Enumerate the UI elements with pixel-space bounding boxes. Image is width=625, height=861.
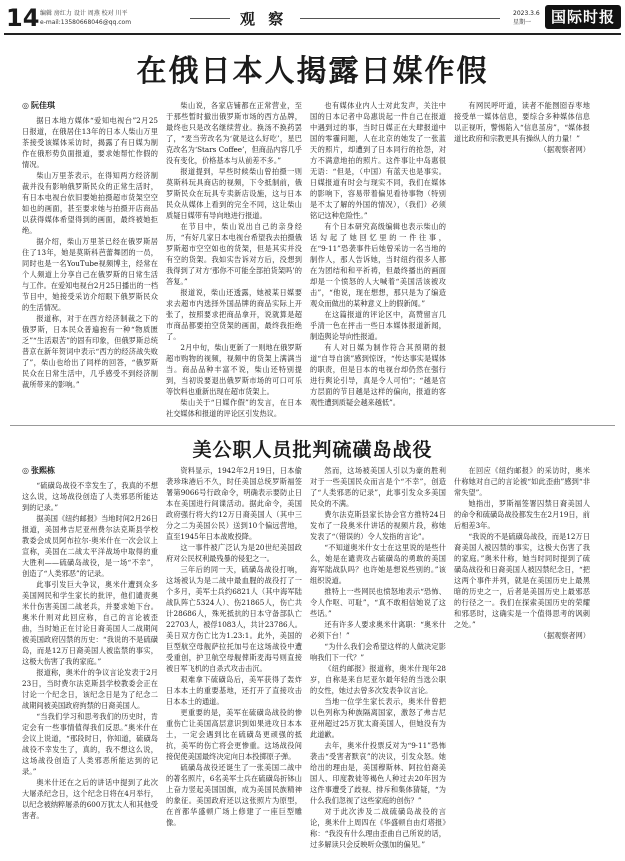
- paragraph: 柴山说，各家店铺都在正常营业，至于那些暂时撤出俄罗斯市场的西方品牌，最终也只是改名继续营业。换汤不换药罢了，“麦当劳改名为‘就是这么好吃’，星巴克改名为‘Stars Coffee’，但商品内容几乎没有变化，价格基本与从前差不多。”: [166, 101, 302, 165]
- paragraph: 推特上一些网民也愤怒地表示“恐怖、令人作呕、可耻”，“真不敢相信她说了这些话。”: [310, 587, 446, 618]
- paragraph: 柴山万里茶表示，在得知两方经济制裁并没有影响俄罗斯民众的正常生活时，有日本电视台依旧要她拍摄超市货架空空如也的画面，甚至要求她与拍摄开店商品以获得媒体希望得到的画面，最终被她拒绝。: [22, 171, 158, 235]
- paragraph: 据日本地方媒体“爱知电视台”2月25日报道，在俄居住13年的日本人柴山万里茶接受该媒体采访时，揭露了有日媒为制作在俄形势负面报道，要求她帮忙作假的情况。: [22, 116, 158, 169]
- paragraph: 艰难拿下硫磺岛后，美军获得了轰炸日本本土的重要基地，还打开了直接攻击日本本土的通道。: [166, 675, 302, 706]
- paragraph: 有人对日媒为制作符合其预期的报道“自导自演”感到惊讶，“传达事实是媒体的职责，但是日本的电视台却仍然在强行进行舆论引导，真是令人可怕”；“越是官方层面的节目越是这样的偏向，报道的客观性遭到质疑会越来越低”。: [310, 343, 446, 407]
- paragraph: 硫磺岛战役还诞生了一张美国二战中的著名照片，6名美军士兵在硫磺岛折钵山上奋力竖起美国国旗，成为美国民族精神的象征。美国政府还以这张照片为原型，在首都华盛顿广场上修建了一座巨型雕像。: [166, 763, 302, 827]
- paragraph: 有网民呼吁道，读者不能囫囵吞枣地接受单一媒体信息，要综合多种媒体信息以正视听，警惕陷入“信息茧房”，“媒体报道比政府和宗教更具有操纵人的力量！”: [454, 101, 590, 143]
- article-1-column-1: [22, 100, 158, 418]
- byline: [22, 465, 158, 476]
- headline-article-1: 在俄日本人揭露日媒作假: [136, 54, 489, 89]
- article-2-body: [22, 465, 590, 857]
- paragraph: 报道称，奥米什的争议言论发表于2月23日，当时费尔法克斯县学校教委会正在讨论一个纪念日，该纪念日是为了纪念二战期间被美国政府拘禁的日裔美国人。: [22, 668, 158, 710]
- paragraph: 《纽约邮报》报道称，奥米什现年28岁，自称是来自尼亚尔最年轻的当选公职的女性，她过去曾多次发表争议言论。: [310, 664, 446, 695]
- paragraph: “不知道奥米什女士在这里说的是些什么，她是在谴责攻占硫磺岛的勇敢的美国海军陆战队吗？也许她是想说些别的。”该组织说道。: [310, 543, 446, 585]
- editor-info: [40, 9, 131, 27]
- paragraph: 在这篇报道的评论区中，高赞留言几乎清一色在抨击一些日本媒体报道新闻，制造舆论导向性报道。: [310, 310, 446, 341]
- date-text: 2023.3.6: [513, 10, 540, 17]
- paragraph: 报道提到，早些时候柴山曾拍摄一则莫斯科玩具商店的视频，下令抵制前，俄罗斯民众在玩具专卖新店设施，这与日本民众从媒体上看到的完全不同，这让柴山质疑日媒带有导向地进行报道。: [166, 167, 302, 220]
- weekday-text: 星期一: [513, 19, 532, 26]
- paragraph: 据美国《纽约邮报》当地时间2月26日报道，美国弗吉尼亚州费尔法克斯县学校教委会成员阿布拉尔·奥米什在一次会议上宣称，美国在二战太平洋战场中取得的重大胜利——硫磺岛战役，是一场“不幸”，创造了“人类邪恶”的记录。: [22, 514, 158, 578]
- paragraph: 据介绍，柴山万里茶已经在俄罗斯居住了13年，她是莫斯科芭蕾舞团的一员，同时也是一名YouTube视频博主，经常在个人频道上分享自己在俄罗斯的日常生活与工作。在爱知电视台2月25日播出的一档节目中，她接受采访介绍眼下俄罗斯民众的生活情况。: [22, 237, 158, 312]
- article-1-column-3: [310, 100, 446, 418]
- header-rule: [4, 33, 621, 35]
- paragraph: 费尔法克斯县家长协会官方推特24日发布了一段奥米什讲话的视频片段，称她发表了“（错误的）令人发指的言论”。: [310, 510, 446, 541]
- paragraph: 此事引发巨大争议，奥米什遭到众多美国网民和学生家长的批评，他们谴责奥米什伤害美国二战老兵，并要求她下台。奥米什则对此回应称，自己的言论被歪曲，当时她正在讨论日裔美国人二战期间被美国政府囚禁的历史：“我说的不是硫磺岛，而是12万日裔美国人被监禁的事实，这极大伤害了我的家庭。”: [22, 580, 158, 666]
- paragraph: 然而，这场被美国人引以为豪的胜利对于一些美国民众而言是个“不幸”，创造了“人类邪恶的记录”，此事引发众多美国民众的不满。: [310, 466, 446, 508]
- paragraph: 三年后的同一天，硫磺岛战役打响，这场被认为是二战中最血腥的战役打了一个多月，美军士兵约6821人（其中海军陆战队阵亡5324人）、伤21865人，伤亡共计28686人，殊死抵抗的日本守备部队亡22703人，被俘1083人，共计23786人。美日双方伤亡比为1.23:1。此外，美国的巨型航空母舰萨拉托加号在这场战役中遭受重创，护卫航空母舰俾斯麦海号则直接被日军飞机的自杀式攻击击沉。: [166, 565, 302, 673]
- article-2-column-4: [454, 465, 590, 857]
- author-pin-icon: ◎: [22, 466, 29, 475]
- paragraph: 在回应《纽约邮报》的采访时，奥米什称她对自己的言论被“如此歪曲”感到“非常失望”。: [454, 466, 590, 497]
- paragraph: 这一事件被广泛认为是20世纪美国政府对公民权利最残暴的侵犯之一。: [166, 543, 302, 563]
- paragraph: 更重要的是，美军在硫磺岛战役的惨重伤亡让美国高层意识到如果进攻日本本土，一定会遇到比在硫磺岛更顽强的抵抗，美军的伤亡将会更惨重。这场战役间接促使美国最终决定向日本投掷原子弹。: [166, 708, 302, 761]
- article-signature: （据观察者网）: [539, 631, 590, 640]
- article-1-column-4: [454, 100, 590, 418]
- page-number: 14: [6, 4, 40, 32]
- paragraph: 报道说，柴山还透露，她被某日媒要求去超市内选择外国品牌的商品实际上开张了，按照要求把商品拿开，说就算是超市商品都要拍空货架的画面，最终我拒绝了。: [166, 288, 302, 341]
- editor-credits: 编辑 房红力 设计 周燕 校对 川平: [40, 10, 128, 17]
- section-title: 观 察: [240, 10, 288, 28]
- paragraph: 报道称，对于在西方经济制裁之下的俄罗斯，日本民众普遍抱有一种“物质匮乏”“生活艰苦”的固有印象，但俄罗斯总统普京在新年贺词中表示“西方的经济战失败了”，柴山也给出了同样的回答，“俄罗斯民众在日常生活中，几乎感受不到经济制裁所带来的影响。”: [22, 314, 158, 389]
- author-pin-icon: ◎: [22, 101, 29, 110]
- issue-date: [513, 9, 540, 27]
- paragraph: “硫磺岛战役不幸发生了，我真的不想这么说，这场战役创造了人类邪恶所能达到的记录。”: [22, 481, 158, 512]
- byline: [22, 100, 158, 111]
- newspaper-logo: 国际时报: [545, 5, 621, 29]
- paragraph: 奥米什还在之后的讲话中提到了此次大屠杀纪念日，这个纪念日将在4月举行，以纪念被纳粹屠杀的600万犹太人和其他受害者。: [22, 778, 158, 820]
- paragraph: “为什么我们会希望这样的人做决定影响我们下一代？”: [310, 642, 446, 662]
- paragraph: “当我们学习和思考我们的历史时，肯定会有一些事情值得我们反思。”奥米什在会议上说道，“那段时日，你知道，硫磺岛战役不幸发生了，真的，我不想这么说，这场战役创造了人类邪恶所能达到的记录。”: [22, 712, 158, 776]
- article-signature: （据观察者网）: [539, 145, 590, 154]
- page-header: [0, 0, 625, 40]
- paragraph: 当地一位学生家长表示，奥米什曾把以色列称为种族隔离国家，激怒了弗吉尼亚州超过25万犹太裔美国人，但她没有为此道歉。: [310, 697, 446, 739]
- editor-email: e-mail:13580668046@qq.com: [40, 19, 132, 26]
- article-divider: [10, 425, 615, 426]
- article-1-column-2: [166, 100, 302, 418]
- article-2-column-1: [22, 465, 158, 857]
- author-name: 张熙栋: [30, 466, 55, 475]
- paragraph: 对于此次涉及二战硫磺岛战役的言论，奥米什上周四在《华盛顿自由灯塔报》称：“我没有什么理由歪曲自己所说的话，过多解读只会反映听众强加的偏见。”: [310, 807, 446, 849]
- paragraph: 2月中旬，柴山更新了一则地在俄罗斯超市购物的视频，视频中的货架上满满当当。商品品种丰富不说，柴山还特别提到，当初说要退出俄罗斯市场的可口可乐等饮料也重新出现在超市货架上。: [166, 343, 302, 396]
- section-rule-right: [300, 18, 500, 19]
- paragraph: 还有许多人要求奥米什离职：“奥米什必须下台！”: [310, 620, 446, 640]
- paragraph: 有个日本研究高级编辑也表示柴山的话勾起了她回忆里的一件往事，在“9·11”恐袭事件后她曾采访一名当地的制作人，那人告诉她，当时纽约很多人都在为团结和和平祈祷，但最终播出的画面却是一个愤怒的人大喊着“美国活该被攻击”，“他说，现在想想，那只是为了编造观众而做出的某种意义上的假新闻。”: [310, 222, 446, 308]
- article-2-column-2: [166, 465, 302, 857]
- paragraph: 去年，奥米什投票反对为“9·11”恐怖袭击“受害者默哀”的决议，引发众怒。她给出的理由是，美国穆斯林、阿拉伯裔美国人、印度教徒等褐色人种过去20年因为这件事遭受了歧视、排斥和集体猜疑，“为什么我们忽视了这些家庭的创伤？”: [310, 741, 446, 805]
- paragraph: 柴山关于“日媒作假”的发言，在日本社交媒体和报道的评论区引发热议。: [166, 398, 302, 418]
- paragraph: 在节目中，柴山说出自己的亲身经历，“有好几家日本电视台希望我去拍摄俄罗斯超市空空如也的货架，但是其实并没有空的货架。我如实告诉对方后，没想到我得到了对方‘那你不可能全部拍货架吗’的答复。”: [166, 222, 302, 286]
- paragraph: 资料显示，1942年2月19日，日本偷袭珍珠港后不久，时任美国总统罗斯福签署第9066号行政命令，明确表示要防止日本在美国进行间谍活动。据此命令，美国政府强行将大约12万日裔美国人（其中三分之二为美国公民）送到10个偏远营地，直至1945年日本战败投降。: [166, 466, 302, 541]
- paragraph: “我说的不是硫磺岛战役，而是12万日裔美国人被囚禁的事实，这极大伤害了我的家庭。”奥米什称，她当时同时提到了硫磺岛战役和日裔美国人被囚禁纪念日，“把这两个事件并列，就是在美国历史上最黑暗的历史之一，后者是美国历史上最邪恶的行径之一。我们在探索美国历史的荣耀和邪恶时，这确实是一个值得思考的讽刺之处。”: [454, 532, 590, 629]
- section-rule-left: [190, 18, 230, 19]
- article-1-body: [22, 100, 590, 418]
- headline-article-2: 美公职人员批判硫磺岛战役: [192, 439, 433, 461]
- article-2-column-3: [310, 465, 446, 857]
- paragraph: 她指出，罗斯福签署囚禁日裔美国人的命令和硫磺岛战役都发生在2月19日，前后相差3年。: [454, 499, 590, 530]
- paragraph: 也有媒体业内人士对此发声，关注中国的日本记者中岛惠说起一件自己在报道中遇到过的事，当时日媒正在大肆报道中国的零霾问题，人在北京的她发了一张蓝天的照片，却遭到了日本同行的抢怨，对方不满意地拍的照片。这件事让中岛惠很无语：“但是，（中国）有蓝天也是事实。日媒报道有时会与现实不同，我们在媒体的影响下，容易带着偏见看待事物（特别是不太了解的外国的情况），（我们）必须铭记这种危险性。”: [310, 101, 446, 220]
- author-name: 阮佳琪: [30, 101, 55, 110]
